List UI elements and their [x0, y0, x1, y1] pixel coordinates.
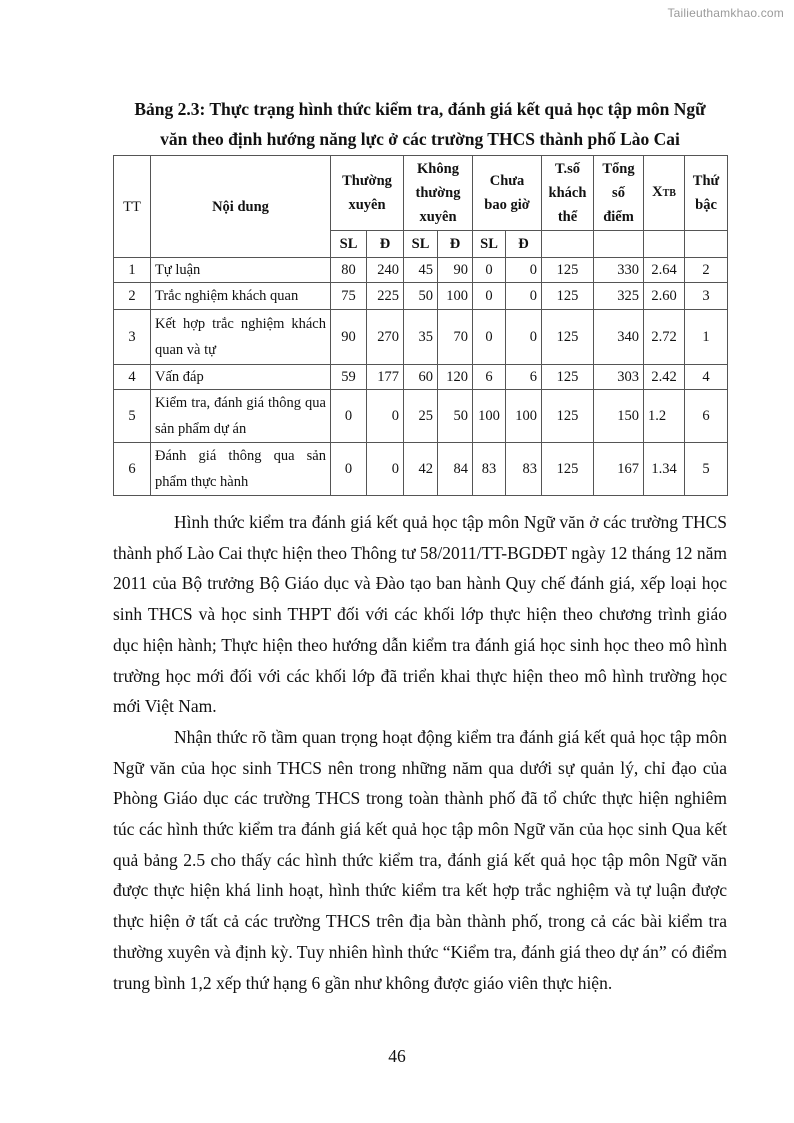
paragraph-1: Hình thức kiểm tra đánh giá kết quả học tập môn Ngữ văn ở các trường THCS thành phố Lào Cai thực hiện theo Thông tư 58/2011/TT-BGDĐT ngày 12 tháng 12 năm 2011 của Bộ trưởng Bộ Giáo dục và Đào tạo ban hành Quy chế đánh giá, xếp loại học sinh THCS và học sinh THPT đối với các khối lớp thực hiện theo chương trình giáo dục hiện hành; Thực hiện theo hướng dẫn kiểm tra đánh giá học sinh học theo mô hình trường học mới đối với các khối lớp đã triển khai thực hiện theo mô hình trường học mới Việt Nam. — [113, 512, 727, 717]
caption-line-2: văn theo định hướng năng lực ở các trường THCS thành phố Lào Cai — [160, 129, 680, 149]
header-tt: TT — [114, 156, 151, 258]
paragraph-2: Nhận thức rõ tầm quan trọng hoạt động kiểm tra đánh giá kết quả học tập môn Ngữ văn của học sinh THCS nên trong những năm qua dưới sự quản lý, chỉ đạo của Phòng Giáo dục các trường THCS trong toàn thành phố đã tổ chức thực hiện nghiêm túc các hình thức kiểm tra đánh giá kết quả học tập môn Ngữ văn của học sinh Qua kết quả bảng 2.5 cho thấy các hình thức kiểm tra, đánh giá kết quả học tập môn Ngữ văn được thực hiện khá linh hoạt, hình thức kiểm tra kết hợp trắc nghiệm và tự luận được thực hiện ở tất cả các trường THCS trên địa bàn thành phố, trong cả các bài kiểm tra thường xuyên và định kỳ. Tuy nhiên hình thức “Kiểm tra, đánh giá theo dự án” có điểm trung bình 1,2 xếp thứ hạng 6 gần như không được giáo viên thực hiện. — [113, 726, 727, 993]
header-chua-bao-gio: Chưa bao giờ — [473, 156, 542, 231]
header-tso-khach-the: T.số khách thể — [542, 156, 594, 231]
header-xtb: XTB — [644, 156, 685, 231]
table-row: 4 Vấn đáp 59 177 60 120 6 6 125 303 2.42 4 — [114, 365, 728, 390]
subheader-d: Đ — [367, 231, 404, 258]
body-text — [113, 507, 727, 998]
caption-line-1: Bảng 2.3: Thực trạng hình thức kiểm tra, đánh giá kết quả học tập môn Ngữ — [134, 99, 706, 119]
header-tong-so-diem: Tổng số điểm — [594, 156, 644, 231]
table-caption — [100, 94, 740, 154]
table-row: 5 Kiểm tra, đánh giá thông qua sản phẩm dự án 0 0 25 50 100 100 125 150 1.2 6 — [114, 390, 728, 443]
subheader-sl: SL — [331, 231, 367, 258]
table-row: 1 Tự luận 80 240 45 90 0 0 125 330 2.64 2 — [114, 258, 728, 283]
header-thu-bac: Thứ bậc — [685, 156, 728, 231]
subheader-sl: SL — [473, 231, 506, 258]
page-number: 46 — [388, 1046, 406, 1066]
table-row: 3 Kết hợp trắc nghiệm khách quan và tự 90 270 35 70 0 0 125 340 2.72 1 — [114, 310, 728, 365]
table-header-row — [114, 156, 728, 231]
subheader-d: Đ — [438, 231, 473, 258]
header-khong-thuong-xuyen: Không thường xuyên — [404, 156, 473, 231]
assessment-table — [113, 155, 728, 496]
watermark: Tailieuthamkhao.com — [667, 6, 784, 20]
subheader-sl: SL — [404, 231, 438, 258]
header-thuong-xuyen: Thường xuyên — [331, 156, 404, 231]
subheader-d: Đ — [506, 231, 542, 258]
table-row: 2 Trắc nghiệm khách quan 75 225 50 100 0 0 125 325 2.60 3 — [114, 283, 728, 310]
table-row: 6 Đánh giá thông qua sản phẩm thực hành 0 0 42 84 83 83 125 167 1.34 5 — [114, 443, 728, 496]
header-noi-dung: Nội dung — [151, 156, 331, 258]
